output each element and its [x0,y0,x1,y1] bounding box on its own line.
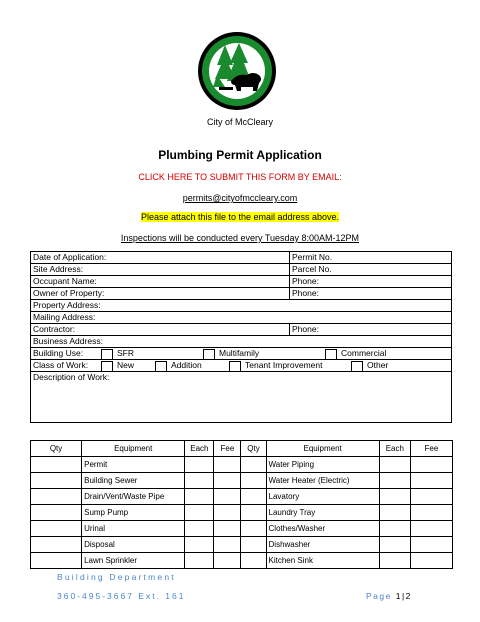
fee-cell[interactable] [214,473,241,489]
attach-note-text: Please attach this file to the email address above. [140,212,340,222]
qty-cell[interactable] [31,505,82,521]
equipment-name: Sump Pump [82,505,185,521]
qty-cell[interactable] [241,553,266,569]
page-separator: | [401,591,406,601]
equipment-name: Water Piping [266,457,379,473]
col-fee-left: Fee [214,441,241,457]
each-cell[interactable] [185,457,214,473]
city-logo [197,31,277,111]
page-title: Plumbing Permit Application [158,148,322,162]
contractor-phone-field[interactable]: Phone: [289,324,451,335]
multifamily-checkbox[interactable] [203,349,215,360]
equipment-name: Disposal [82,537,185,553]
email-link[interactable]: permits@cityofmccleary.com [182,193,298,203]
row-mailing [31,312,451,324]
equipment-name: Kitchen Sink [266,553,379,569]
new-checkbox[interactable] [101,361,113,372]
sfr-label: SFR [117,348,134,358]
footer-department: Building Department [57,572,176,582]
building-use-label: Building Use: [33,348,84,358]
addition-checkbox[interactable] [155,361,167,372]
applicant-info-table [30,251,452,423]
col-each-left: Each [185,441,214,457]
equipment-header-row [31,441,453,457]
inspection-note: Inspections will be conducted every Tuesday 8:00AM-12PM [120,233,360,243]
table-row [31,457,453,473]
footer-phone: 360-495-3667 Ext. 161 [57,591,186,601]
business-address-field[interactable]: Business Address: [33,336,103,346]
other-label: Other [367,360,389,370]
each-cell[interactable] [379,553,410,569]
each-cell[interactable] [185,537,214,553]
qty-cell[interactable] [31,457,82,473]
commercial-checkbox[interactable] [325,349,337,360]
each-cell[interactable] [379,521,410,537]
equipment-name: Lawn Sprinkler [82,553,185,569]
row-business [31,336,451,348]
other-checkbox[interactable] [351,361,363,372]
table-row [31,473,453,489]
qty-cell[interactable] [241,521,266,537]
fee-cell[interactable] [410,505,452,521]
col-equipment-right: Equipment [266,441,379,457]
qty-cell[interactable] [241,505,266,521]
site-address-field[interactable]: Site Address: [33,264,84,274]
contractor-field[interactable]: Contractor: [33,324,76,334]
qty-cell[interactable] [31,537,82,553]
row-site [31,264,451,276]
fee-cell[interactable] [410,521,452,537]
commercial-label: Commercial [341,348,387,358]
col-fee-right: Fee [410,441,452,457]
property-address-field[interactable]: Property Address: [33,300,101,310]
new-label: New [117,360,135,370]
qty-cell[interactable] [31,521,82,537]
row-class-of-work [31,360,451,372]
row-date [31,252,451,264]
equipment-name: Permit [82,457,185,473]
each-cell[interactable] [379,457,410,473]
multifamily-label: Multifamily [219,348,260,358]
qty-cell[interactable] [241,537,266,553]
fee-cell[interactable] [214,505,241,521]
equipment-name: Clothes/Washer [266,521,379,537]
fee-cell[interactable] [214,553,241,569]
date-of-application-field[interactable]: Date of Application: [33,252,107,262]
submit-by-email-link[interactable]: CLICK HERE TO SUBMIT THIS FORM BY EMAIL: [138,172,342,182]
fee-cell[interactable] [410,537,452,553]
fee-cell[interactable] [410,489,452,505]
each-cell[interactable] [379,473,410,489]
occupant-name-field[interactable]: Occupant Name: [33,276,97,286]
equipment-name: Dishwasher [266,537,379,553]
occupant-phone-field[interactable]: Phone: [289,276,451,287]
owner-phone-field[interactable]: Phone: [289,288,451,299]
parcel-no-field[interactable]: Parcel No. [289,264,451,275]
owner-field[interactable]: Owner of Property: [33,288,105,298]
each-cell[interactable] [185,505,214,521]
qty-cell[interactable] [31,473,82,489]
attach-note [0,212,480,222]
col-qty-left: Qty [31,441,82,457]
equipment-name: Building Sewer [82,473,185,489]
fee-cell[interactable] [410,457,452,473]
row-description [31,372,451,422]
qty-cell[interactable] [241,473,266,489]
each-cell[interactable] [185,553,214,569]
class-of-work-label: Class of Work: [33,360,89,370]
each-cell[interactable] [379,489,410,505]
sfr-checkbox[interactable] [101,349,113,360]
each-cell[interactable] [185,521,214,537]
qty-cell[interactable] [241,457,266,473]
equipment-name: Drain/Vent/Waste Pipe [82,489,185,505]
equipment-fee-table [30,440,453,569]
each-cell[interactable] [185,489,214,505]
fee-cell[interactable] [214,521,241,537]
tenant-improvement-label: Tenant Improvement [245,360,323,370]
fee-cell[interactable] [214,537,241,553]
qty-cell[interactable] [241,489,266,505]
fee-cell[interactable] [214,457,241,473]
page-indicator [366,591,412,601]
page-current: 1 [395,591,402,601]
equipment-name: Water Heater (Electric) [266,473,379,489]
mailing-address-field[interactable]: Mailing Address: [33,312,96,322]
equipment-name: Urinal [82,521,185,537]
qty-cell[interactable] [31,553,82,569]
addition-label: Addition [171,360,202,370]
city-name: City of McCleary [206,117,273,127]
qty-cell[interactable] [31,489,82,505]
col-qty-right: Qty [241,441,266,457]
page-label: Page [366,591,396,601]
each-cell[interactable] [185,473,214,489]
row-property [31,300,451,312]
fee-cell[interactable] [214,489,241,505]
row-owner [31,288,451,300]
col-each-right: Each [379,441,410,457]
equipment-name: Laundry Tray [266,505,379,521]
fee-cell[interactable] [410,553,452,569]
row-contractor [31,324,451,336]
each-cell[interactable] [379,537,410,553]
table-row [31,553,453,569]
equipment-name: Lavatory [266,489,379,505]
tenant-improvement-checkbox[interactable] [229,361,241,372]
fee-cell[interactable] [410,473,452,489]
row-building-use [31,348,451,360]
col-equipment-left: Equipment [82,441,185,457]
table-row [31,505,453,521]
description-of-work-field[interactable]: Description of Work: [33,372,110,382]
table-row [31,537,453,553]
row-occupant [31,276,451,288]
table-row [31,521,453,537]
table-row [31,489,453,505]
permit-no-field[interactable]: Permit No. [289,252,451,263]
each-cell[interactable] [379,505,410,521]
page-total: 2 [405,591,412,601]
